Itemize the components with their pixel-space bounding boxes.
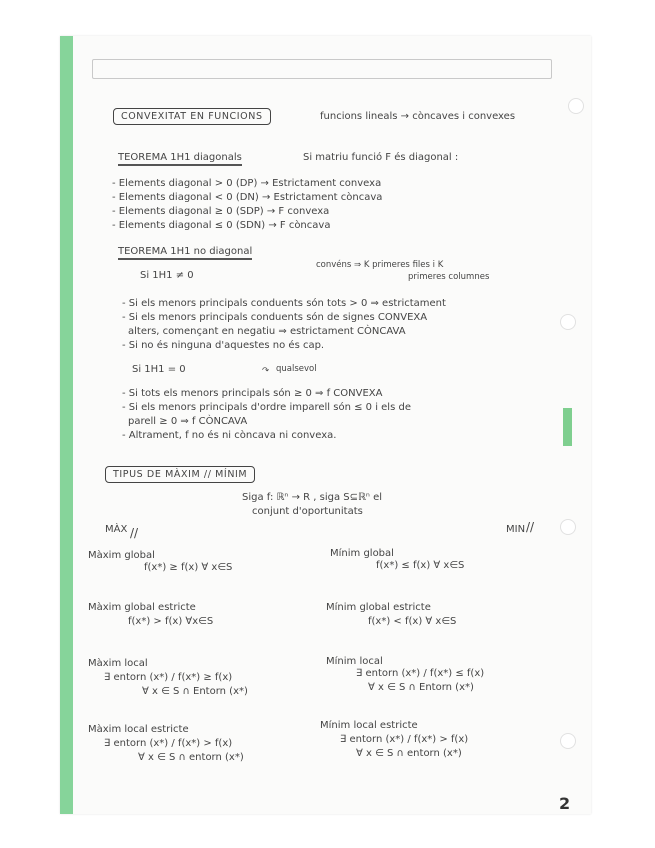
- list-item: - Elements diagonal ≤ 0 (SDN) → F còncava: [112, 220, 331, 231]
- slash-marks: //: [130, 526, 139, 540]
- note: convéns ⇒ K primeres files i K: [316, 260, 444, 270]
- max-type: Màxim global estricte: [88, 602, 196, 613]
- list-item: - Elements diagonal > 0 (DP) → Estrictament convexa: [112, 178, 382, 189]
- list-item: - Si els menors principals conduents són tots > 0 ⇒ estrictament: [122, 298, 446, 309]
- max-formula: ∀ x ∈ S ∩ Entorn (x*): [142, 686, 248, 697]
- max-label: MÀX: [105, 524, 128, 535]
- margin-hole: [568, 98, 584, 114]
- notebook-page: [60, 36, 591, 814]
- max-type: Màxim global: [88, 550, 155, 561]
- note: qualsevol: [276, 364, 317, 374]
- min-formula: f(x*) < f(x) ∀ x∈S: [368, 616, 457, 627]
- definition: conjunt d'oportunitats: [252, 506, 363, 517]
- min-formula: ∃ entorn (x*) / f(x*) > f(x): [340, 734, 469, 745]
- list-item: - Si no és ninguna d'aquestes no és cap.: [122, 340, 325, 351]
- list-item: - Altrament, f no és ni còncava ni convexa.: [122, 430, 337, 441]
- note: Si matriu funció F és diagonal :: [303, 152, 459, 163]
- max-formula: ∃ entorn (x*) / f(x*) ≥ f(x): [104, 672, 233, 683]
- note: funcions lineals → còncaves i convexes: [320, 111, 516, 122]
- definition: Siga f: ℝⁿ → R , siga S⊆ℝⁿ el: [242, 492, 382, 503]
- condition: Si 1H1 ≠ 0: [140, 270, 194, 281]
- section-title: TIPUS DE MÀXIM // MÍNIM: [105, 466, 255, 483]
- theorem-title: TEOREMA 1H1 diagonals: [118, 152, 242, 166]
- min-formula: ∀ x ∈ S ∩ entorn (x*): [356, 748, 462, 759]
- list-item: alters, començant en negatiu ⇒ estrictament CÒNCAVA: [128, 326, 406, 337]
- min-formula: ∃ entorn (x*) / f(x*) ≤ f(x): [356, 668, 485, 679]
- header-box: [92, 59, 552, 79]
- page-edge-strip: [60, 36, 73, 814]
- max-type: Màxim local estricte: [88, 724, 189, 735]
- list-item: - Elements diagonal ≥ 0 (SDP) → F convexa: [112, 206, 330, 217]
- max-type: Màxim local: [88, 658, 148, 669]
- note: primeres columnes: [408, 272, 490, 282]
- max-formula: f(x*) > f(x) ∀x∈S: [128, 616, 214, 627]
- theorem-title: TEOREMA 1H1 no diagonal: [118, 246, 252, 260]
- min-type: Mínim global estricte: [326, 602, 431, 613]
- min-formula: ∀ x ∈ S ∩ Entorn (x*): [368, 682, 474, 693]
- min-type: Mínim global: [330, 548, 394, 559]
- margin-hole: [560, 314, 576, 330]
- slash-marks: //: [526, 520, 535, 534]
- min-type: Mínim local: [326, 656, 383, 667]
- list-item: - Si els menors principals d'ordre imparell són ≤ 0 i els de: [122, 402, 411, 413]
- min-label: MIN: [506, 524, 526, 535]
- min-formula: f(x*) ≤ f(x) ∀ x∈S: [376, 560, 465, 571]
- margin-hole: [560, 733, 576, 749]
- max-formula: ∃ entorn (x*) / f(x*) > f(x): [104, 738, 233, 749]
- list-item: - Si els menors principals conduents són de signes CONVEXA: [122, 312, 428, 323]
- max-formula: ∀ x ∈ S ∩ entorn (x*): [138, 752, 244, 763]
- min-type: Mínim local estricte: [320, 720, 418, 731]
- section-title: CONVEXITAT EN FUNCIONS: [113, 108, 271, 125]
- list-item: parell ≥ 0 ⇒ f CÒNCAVA: [128, 416, 248, 427]
- list-item: - Si tots els menors principals són ≥ 0 ⇒ f CONVEXA: [122, 388, 383, 399]
- annotation-curve-icon: ↷: [262, 366, 270, 376]
- margin-hole: [560, 519, 576, 535]
- page-tab: [563, 408, 572, 446]
- max-formula: f(x*) ≥ f(x) ∀ x∈S: [144, 562, 233, 573]
- condition: Si 1H1 = 0: [132, 364, 186, 375]
- page-number: 2: [559, 794, 571, 813]
- list-item: - Elements diagonal < 0 (DN) → Estrictament còncava: [112, 192, 383, 203]
